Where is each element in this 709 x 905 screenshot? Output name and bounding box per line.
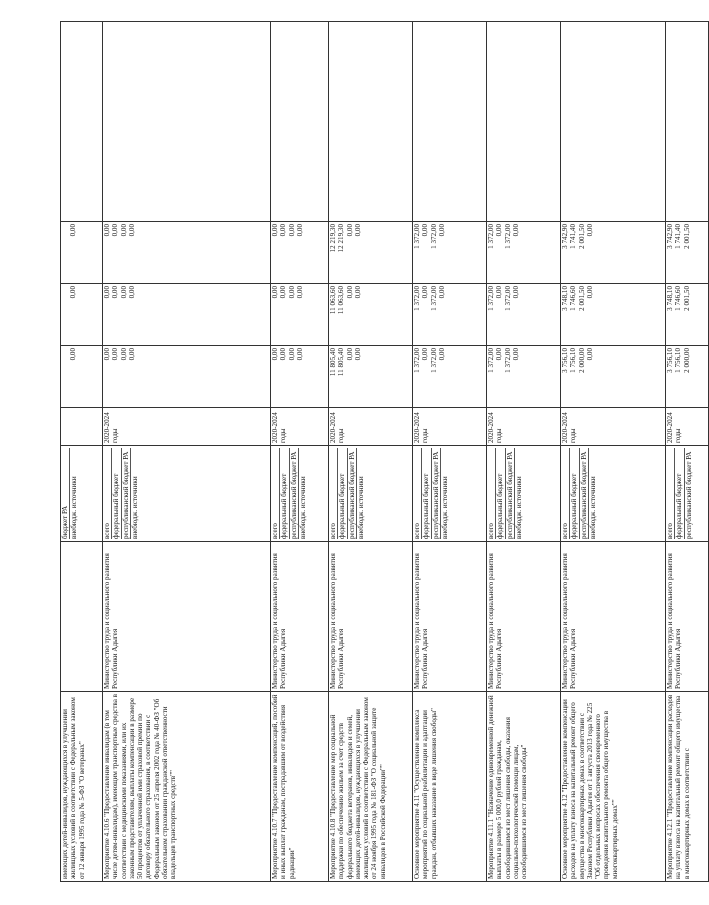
amount-value: 1 741,40 <box>674 224 683 249</box>
amount-value: 2 001,50 <box>577 286 586 311</box>
amount-value: 1 372,00 <box>487 348 495 373</box>
table-row <box>103 22 271 882</box>
amount-value: 1 372,00 <box>429 286 438 311</box>
measure-name-cell: Мероприятие 4.10.8 "Предоставление мер социальной поддержки по обеспечению жильем за счет средств федерального бюджета ветеранов, инвалидов и семей, имеющих детей-инвалидов, нуждающихся в улучшении жилищных условий в соответствии с Федеральным законом от 24 ноября 1995 года № 181-ФЗ "О социальной защите инвалидов в Российской Федерации"" <box>329 692 413 882</box>
executor-cell: Министерство труда и социального развития Республики Адыгея <box>666 542 709 692</box>
period-text: 2020-2024 годы <box>561 412 578 443</box>
period-text: 2020-2024 годы <box>487 412 504 443</box>
funding-source-label: всего <box>666 448 675 539</box>
amount-cell-year-1 <box>413 346 487 408</box>
funding-source-label: республиканский бюджет РА <box>684 451 693 539</box>
amount-value: 0,00 <box>271 286 279 299</box>
funding-source-label: республиканский бюджет РА <box>432 448 441 539</box>
funding-source-label: всего <box>271 448 280 539</box>
amount-value: 0,00 <box>103 286 111 299</box>
amount-value: 0,00 <box>127 348 136 361</box>
amount-value: 0,00 <box>511 348 520 361</box>
table-row <box>271 22 329 882</box>
amount-value: 12 219,30 <box>337 224 346 253</box>
amount-value: 0,00 <box>421 348 430 361</box>
amount-value: 2 000,00 <box>682 348 691 373</box>
empty-cell <box>666 22 709 222</box>
amount-value: 0,00 <box>271 224 279 237</box>
amount-value <box>61 224 69 281</box>
amount-cell-year-3 <box>103 222 271 284</box>
amount-value: 0,00 <box>511 224 520 237</box>
funding-source-label: федеральный бюджет <box>280 448 289 539</box>
amount-value: 3 756,10 <box>561 348 569 373</box>
funding-source-label: республиканский бюджет РА <box>348 448 357 539</box>
table-body <box>61 22 709 882</box>
amount-value: 0,00 <box>295 224 304 237</box>
funding-sources-cell <box>487 446 561 542</box>
funding-source-label: республиканский бюджет РА <box>290 448 299 539</box>
amount-cell-year-3 <box>329 222 413 284</box>
amount-value: 0,00 <box>119 348 128 361</box>
funding-source-label: республиканский бюджет РА <box>580 448 589 539</box>
amount-value: 2 001,50 <box>577 224 586 249</box>
amount-value: 0,00 <box>345 224 354 237</box>
amount-value: 11 063,60 <box>329 286 337 315</box>
executor-cell: Министерство труда и социального развития Республики Адыгея <box>487 542 561 692</box>
empty-cell <box>329 22 413 222</box>
amount-value: 1 756,10 <box>569 348 578 373</box>
amount-value: 3 742,90 <box>666 224 674 249</box>
amount-value: 1 372,00 <box>413 224 421 249</box>
funding-sources-cell <box>61 446 103 542</box>
amount-value: 0,00 <box>437 286 446 299</box>
amount-cell-year-3 <box>413 222 487 284</box>
amount-cell-year-2 <box>271 284 329 346</box>
amount-value: 1 372,00 <box>429 224 438 249</box>
amount-value: 0,00 <box>437 348 446 361</box>
amount-value: 0,00 <box>287 224 296 237</box>
period-cell <box>487 408 561 446</box>
funding-source-label: федеральный бюджет <box>675 448 684 539</box>
table-row <box>561 22 666 882</box>
amount-value: 0,00 <box>287 286 296 299</box>
empty-cell <box>271 22 329 222</box>
funding-source-label: всего <box>413 448 422 539</box>
amount-cell-year-2 <box>413 284 487 346</box>
amount-value: 1 372,00 <box>429 348 438 373</box>
amount-value: 1 372,00 <box>413 348 421 373</box>
amount-cell-year-2 <box>561 284 666 346</box>
table-row <box>666 22 709 882</box>
amount-value: 0,00 <box>345 286 354 299</box>
executor-cell: Министерство труда и социального развития Республики Адыгея <box>413 542 487 692</box>
executor-cell: Министерство труда и социального развития Республики Адыгея <box>271 542 329 692</box>
funding-source-label: всего <box>561 448 570 539</box>
amount-value: 0,00 <box>279 348 288 361</box>
amount-value: 0,00 <box>421 224 430 237</box>
amount-cell-year-2 <box>329 284 413 346</box>
funding-source-label: республиканский бюджет РА <box>122 448 131 539</box>
amount-value: 11 805,40 <box>337 348 346 377</box>
amount-cell-year-3 <box>271 222 329 284</box>
period-text: 2020-2024 годы <box>413 412 430 443</box>
amount-value: 0,00 <box>119 286 128 299</box>
measure-name-cell: Мероприятие 4.10.6 "Предоставление инвалидам (в том числе детям-инвалидам), имеющим транспортные средства в соответствии с медицинскими показаниями, или их законным представителям, выплаты компенсации в размере 50 процентов от уплаченной ими страховой премии по договору обязательного страхования, в соответствии с Федеральным законом от 25 апреля 2002 года № 40-ФЗ "Об обязательном страховании гражданской ответственности владельцев транспортных средств"" <box>103 692 271 882</box>
funding-sources-cell <box>329 446 413 542</box>
amount-cell-year-1 <box>329 346 413 408</box>
empty-cell <box>413 22 487 222</box>
table-row <box>487 22 561 882</box>
amount-value: 0,00 <box>111 286 120 299</box>
funding-source-label: федеральный бюджет <box>422 448 431 539</box>
amount-value: 0,00 <box>585 224 594 237</box>
amount-cell-year-2 <box>487 284 561 346</box>
measure-name-cell: имеющих детей-инвалидов, нуждающихся в улучшении жилищных условий в соответствии с Федеральным законом от 12 января 1995 года № 5-ФЗ "О ветеранах" <box>61 692 103 882</box>
amount-value: 12 219,30 <box>329 224 337 253</box>
empty-cell <box>103 22 271 222</box>
period-cell <box>666 408 709 446</box>
period-text: 2020-2024 годы <box>103 412 120 443</box>
period-text: 2020-2024 годы <box>329 412 346 443</box>
funding-source-label: внебюдж. источники <box>298 476 307 539</box>
funding-source-label: бюджет РА <box>61 448 70 539</box>
amount-value: 0,00 <box>345 348 354 361</box>
amount-value: 0,00 <box>495 348 504 361</box>
amount-value: 0,00 <box>437 224 446 237</box>
empty-cell <box>487 22 561 222</box>
empty-cell <box>61 22 103 222</box>
amount-value: 0,00 <box>127 286 136 299</box>
funding-source-label: внебюдж. источники <box>440 476 449 539</box>
table-row <box>61 22 103 882</box>
funding-source-label: внебюдж. источники <box>70 476 79 539</box>
amount-value: 0,00 <box>295 348 304 361</box>
executor-cell: Министерство труда и социального развития Республики Адыгея <box>103 542 271 692</box>
amount-cell-year-1 <box>561 346 666 408</box>
amount-cell-year-3 <box>61 222 103 284</box>
amount-value: 0,00 <box>495 224 504 237</box>
funding-sources-cell <box>413 446 487 542</box>
amount-value: 0,00 <box>353 224 362 237</box>
amount-value: 1 372,00 <box>487 224 495 249</box>
amount-value: 1 372,00 <box>503 348 512 373</box>
amount-cell-year-1 <box>487 346 561 408</box>
amount-value: 0,00 <box>119 224 128 237</box>
table-row <box>413 22 487 882</box>
period-cell <box>103 408 271 446</box>
funding-source-label: федеральный бюджет <box>112 448 121 539</box>
amount-value: 2 001,50 <box>682 286 691 311</box>
funding-source-label: федеральный бюджет <box>570 448 579 539</box>
amount-cell-year-1 <box>271 346 329 408</box>
amount-value: 0,00 <box>495 286 504 299</box>
amount-value: 11 063,60 <box>337 286 346 315</box>
amount-value: 1 746,60 <box>569 286 578 311</box>
executor-cell: Министерство труда и социального развития Республики Адыгея <box>329 542 413 692</box>
amount-value: 0,00 <box>69 348 78 361</box>
amount-value: 11 805,40 <box>329 348 337 377</box>
amount-value: 0,00 <box>287 348 296 361</box>
period-cell <box>329 408 413 446</box>
amount-cell-year-1 <box>61 346 103 408</box>
amount-value: 3 748,10 <box>666 286 674 311</box>
amount-value: 0,00 <box>585 348 594 361</box>
amount-value: 1 756,10 <box>674 348 683 373</box>
funding-source-label: внебюдж. источники <box>588 476 597 539</box>
amount-cell-year-2 <box>103 284 271 346</box>
amount-value: 0,00 <box>111 348 120 361</box>
funding-sources-cell <box>271 446 329 542</box>
amount-value: 0,00 <box>111 224 120 237</box>
amount-value: 2 000,00 <box>577 348 586 373</box>
amount-value <box>61 348 69 405</box>
amount-cell-year-2 <box>61 284 103 346</box>
amount-value: 1 372,00 <box>503 224 512 249</box>
amount-cell-year-3 <box>487 222 561 284</box>
funding-source-label: федеральный бюджет <box>496 448 505 539</box>
funding-sources-cell <box>103 446 271 542</box>
budget-table <box>60 21 709 882</box>
funding-sources-cell <box>666 446 709 542</box>
funding-source-label: внебюдж. источники <box>130 476 139 539</box>
amount-value: 1 741,40 <box>569 224 578 249</box>
amount-value: 3 742,90 <box>561 224 569 249</box>
amount-value: 0,00 <box>271 348 279 361</box>
period-cell <box>561 408 666 446</box>
measure-name-cell: Мероприятие 4.11.1 "Назначение единовременной денежной выплаты в размере 5 000,0 рублей гражданам, освободившимся из мест лишения свободы, оказания социально-психологической помощи лицам, освободившимся из мест лишения свободы" <box>487 692 561 882</box>
amount-value: 0,00 <box>353 348 362 361</box>
amount-cell-year-1 <box>103 346 271 408</box>
amount-value: 0,00 <box>279 224 288 237</box>
funding-source-label: всего <box>103 448 112 539</box>
amount-value: 0,00 <box>421 286 430 299</box>
amount-value: 3 748,10 <box>561 286 569 311</box>
period-text: 2020-2024 годы <box>271 412 288 443</box>
amount-value: 0,00 <box>69 286 78 299</box>
period-cell <box>61 408 103 446</box>
amount-value: 0,00 <box>353 286 362 299</box>
executor-cell: Министерство труда и социального развития Республики Адыгея <box>561 542 666 692</box>
funding-sources-cell <box>561 446 666 542</box>
amount-value: 1 372,00 <box>487 286 495 311</box>
amount-value: 0,00 <box>103 348 111 361</box>
table-row <box>329 22 413 882</box>
amount-value: 1 372,00 <box>503 286 512 311</box>
amount-value: 1 746,60 <box>674 286 683 311</box>
measure-name-cell: Мероприятие 4.12.1 "Предоставление компенсации расходов на уплату взноса на капитальный ремонт общего имущества в многоквартирных домах в соответствии с <box>666 692 709 882</box>
amount-cell-year-2 <box>666 284 709 346</box>
amount-value: 3 756,10 <box>666 348 674 373</box>
amount-cell-year-3 <box>561 222 666 284</box>
measure-name-cell: Мероприятие 4.10.7 "Предоставление компенсаций, пособий и иных выплат гражданам, пострадавшим от воздействия радиации" <box>271 692 329 882</box>
funding-source-label: федеральный бюджет <box>338 448 347 539</box>
amount-value: 0,00 <box>279 286 288 299</box>
empty-cell <box>561 22 666 222</box>
funding-source-label: внебюдж. источники <box>356 476 365 539</box>
period-cell <box>271 408 329 446</box>
funding-source-label: всего <box>487 448 496 539</box>
amount-value: 2 001,50 <box>682 224 691 249</box>
amount-value: 0,00 <box>103 224 111 237</box>
amount-value <box>61 286 69 343</box>
amount-value: 0,00 <box>295 286 304 299</box>
amount-value: 0,00 <box>585 286 594 299</box>
executor-cell <box>61 542 103 692</box>
amount-value: 0,00 <box>511 286 520 299</box>
amount-value: 0,00 <box>127 224 136 237</box>
amount-cell-year-1 <box>666 346 709 408</box>
period-text: 2020-2024 годы <box>666 412 683 443</box>
funding-source-label: внебюдж. источники <box>514 476 523 539</box>
measure-name-cell: Основное мероприятие 4.11 "Осуществление комплекса мероприятий по социальной реабилитации и адаптации граждан, отбывших наказание в виде лишения свободы" <box>413 692 487 882</box>
funding-source-label: республиканский бюджет РА <box>506 448 515 539</box>
period-cell <box>413 408 487 446</box>
amount-value: 0,00 <box>69 224 78 237</box>
rotated-page <box>60 22 693 882</box>
funding-source-label: всего <box>329 448 338 539</box>
amount-value: 1 372,00 <box>413 286 421 311</box>
amount-cell-year-3 <box>666 222 709 284</box>
measure-name-cell: Основное мероприятие 4.12 "Предоставление компенсации расходов на уплату взноса на капитальный ремонт общего имущества в многоквартирных домах в соответствии с Законом Республики Адыгея от 1 августа 2013 года № 225 "Об отдельных вопросах обеспечения своевременного проведения капитального ремонта общего имущества в многоквартирных домах"" <box>561 692 666 882</box>
